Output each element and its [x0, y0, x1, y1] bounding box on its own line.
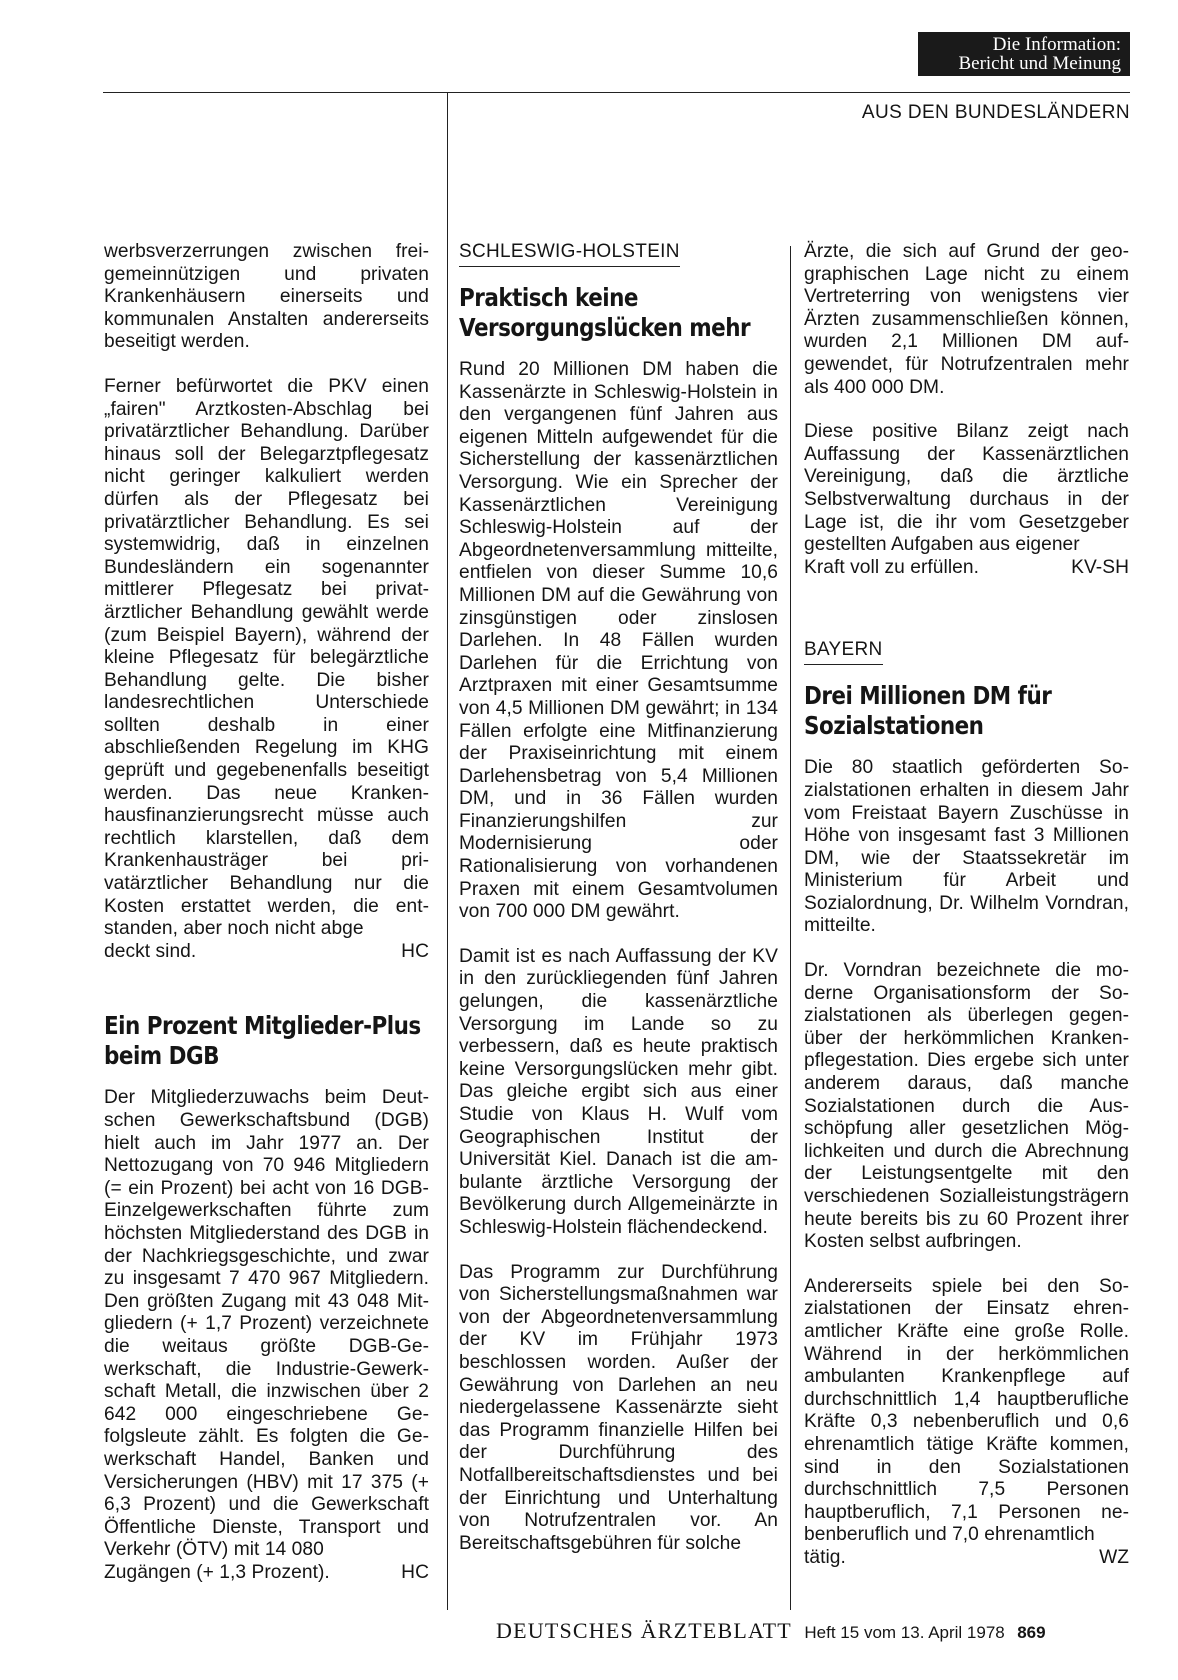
paragraph	[804, 1276, 1129, 1547]
paragraph-end	[104, 1562, 429, 1585]
paragraph-tail: Zugängen (+ 1,3 Prozent).	[104, 1561, 330, 1583]
paragraph: Die 80 staatlich geförderten Sozialstationen erhalten in diesem Jahr vom Freistaat Bayern Zuschüsse in Höhe von insgesamt fast 3 Millionen DM, wie der Staatssekretär im Ministerium für Arbeit und Sozialordnung, Dr. Wilhelm Vorndran, mitteilte.	[804, 757, 1129, 937]
paragraph-body: Ferner befürwortet die PKV einen „fairen" Arztkosten-Abschlag bei privatärztlicher Behandlung. Darüber hinaus soll der Belegarztpflegesatz nicht geringer kalkuliert werden dürfen als der Pflegesatz bei privatärztlicher Behandlung. Es sei systemwidrig, daß in einzelnen Bundesländern ein sogenannter mittlerer Pflegesatz bei privatärztlicher Behandlung gewählt werde (zum Beispiel Bayern), während der kleine Pflegesatz für belegärztliche Behandlung gelte. Die bisher landesrechtlichen Unterschiede sollten deshalb in einer abschließenden Regelung im KHG geprüft und gegebenenfalls beseitigt werden. Das neue Krankenhausfinanzierungsrecht müsse auch rechtlich klarstellen, daß dem Krankenhausträger bei privatärztlicher Behandlung nur die Kosten erstattet werden, die entstanden, aber noch nicht abge	[104, 375, 429, 940]
column-2	[459, 241, 778, 1555]
region-kicker: BAYERN	[804, 639, 883, 665]
paragraph-end	[804, 1547, 1129, 1570]
header-rule	[103, 92, 1130, 93]
paragraph: Ärzte, die sich auf Grund der geographischen Lage nicht zu einem Vertreterring von wenigstens vier Ärzten zusammenschließen können, wurden 2,1 Millionen DM aufgewendet, für Notrufzentralen mehr als 400 000 DM.	[804, 241, 1129, 398]
issue-info: Heft 15 vom 13. April 1978	[804, 1623, 1005, 1642]
paragraph: Dr. Vorndran bezeichnete die moderne Organisationsform der Sozialstationen als überlegen gegenüber der herkömmlichen Krankenpflegestation. Dies ergebe sich unter anderem daraus, daß manche Sozialstationen durch die Ausschöpfung aller gesetzlichen Möglichkeiten und durch die Abrechnung der Leistungsentgelte mit den verschiedenen Sozialleistungsträgern heute bereits bis zu 60 Prozent ihrer Kosten selbst aufbringen.	[804, 960, 1129, 1253]
badge-line-2: Bericht und Meinung	[958, 53, 1121, 74]
paragraph-tail: deckt sind.	[104, 940, 197, 962]
section-label: AUS DEN BUNDESLÄNDERN	[861, 102, 1130, 123]
column-divider-1	[447, 92, 448, 1610]
paragraph	[804, 421, 1129, 557]
paragraph-body: Diese positive Bilanz zeigt nach Auffassung der Kassenärztlichen Vereinigung, daß die ärztliche Selbstverwaltung durchaus in der Lage ist, die ihr vom Gesetzgeber gestellten Aufgaben aus eigener	[804, 421, 1129, 556]
paragraph-body: Der Mitgliederzuwachs beim Deutschen Gewerkschaftsbund (DGB) hielt auch im Jahr 1977 an. Der Nettozugang von 70 946 Mitgliedern (= ein Prozent) bei acht von 16 DGB-Einzelgewerkschaften führte zum höchsten Mitgliederstand des DGB in der Nachkriegsgeschichte, und zwar zu insgesamt 7 470 967 Mitgliedern. Den größten Zugang mit 43 048 Mitgliedern (+ 1,7 Prozent) verzeichnete die weitaus größte DGB-Gewerkschaft, die Industrie-Gewerkschaft Metall, die inzwischen über 2 642 000 eingeschriebene Gefolgsleute zählt. Es folgten die Gewerkschaft Handel, Banken und Versicherungen (HBV) mit 17 375 (+ 6,3 Prozent) und die Gewerkschaft Öffentliche Dienste, Transport und Verkehr (ÖTV) mit 14 080	[104, 1087, 429, 1561]
author-signature: HC	[401, 940, 429, 962]
section-badge	[918, 32, 1130, 76]
column-3	[804, 241, 1129, 1570]
article-headline: Praktisch keine Versorgungslücken mehr	[459, 283, 751, 342]
region-kicker: SCHLESWIG-HOLSTEIN	[459, 241, 680, 267]
paragraph	[104, 1087, 429, 1561]
page-footer	[496, 1618, 1046, 1648]
paragraph: werbsverzerrungen zwischen freigemeinnützigen und privaten Krankenhäusern einerseits und kommunalen Anstalten andererseits beseitigt werden.	[104, 241, 429, 353]
column-divider-2	[790, 246, 791, 1610]
paragraph-body: Andererseits spiele bei den Sozialstationen der Einsatz ehrenamtlicher Kräfte eine große Rolle. Während in der herkömmlichen ambulanten Krankenpflege auf durchschnittlich 1,4 hauptberufliche Kräfte 0,3 nebenberuflich und 0,6 ehrenamtlich tätige Kräfte kommen, sind in den Sozialstationen durchschnittlich 7,5 Personen hauptberuflich, 7,1 Personen nebenberuflich und 7,0 ehrenamtlich	[804, 1275, 1129, 1546]
article-headline: Drei Millionen DM für Sozialstationen	[804, 681, 1052, 741]
paragraph: Rund 20 Millionen DM haben die Kassenärzte in Schleswig-Holstein in den vergangenen fünf Jahren aus eigenen Mitteln aufgewendet für die Sicherstellung der kassenärztlichen Versorgung. Wie ein Sprecher der Kassenärztlichen Vereinigung Schleswig-Holstein auf der Abgeordnetenversammlung mitteilte, entfielen von dieser Summe 10,6 Millionen DM auf die Gewährung von zinsgünstigen oder zinslosen Darlehen. In 48 Fällen wurden Darlehen für die Errichtung von Arztpraxen mit einer Gesamtsumme von 4,5 Millionen DM gewährt; in 134 Fällen erfolgte eine Mitfinanzierung der Praxiseinrichtung mit einem Darlehensbetrag von 5,4 Millionen DM, und in 36 Fällen wurden Finanzierungshilfen zur Modernisierung oder Rationalisierung von vorhandenen Praxen mit einem Gesamtvolumen von 700 000 DM gewährt.	[459, 359, 778, 923]
journal-name: DEUTSCHES ÄRZTEBLATT	[496, 1618, 792, 1643]
paragraph	[104, 376, 429, 941]
paragraph-tail: Kraft voll zu erfüllen.	[804, 556, 979, 578]
column-1	[104, 241, 429, 1584]
author-signature: KV-SH	[1071, 556, 1129, 578]
paragraph-end	[104, 941, 429, 964]
spacer	[804, 579, 1129, 639]
paragraph-tail: tätig.	[804, 1546, 846, 1568]
page-number: 869	[1017, 1623, 1046, 1642]
badge-line-1: Die Information:	[992, 34, 1121, 55]
spacer	[104, 963, 429, 1011]
paragraph-end	[804, 557, 1129, 580]
author-signature: WZ	[1099, 1546, 1129, 1568]
paragraph: Damit ist es nach Auffassung der KV in den zurückliegenden fünf Jahren gelungen, die kassenärztliche Versorgung im Lande so zu verbessern, daß es heute praktisch keine Versorgungslücken mehr gibt. Das gleiche ergibt sich aus einer Studie von Klaus H. Wulf vom Geographischen Institut der Universität Kiel. Danach ist die ambulante ärztliche Versorgung der Bevölkerung durch Allgemeinärzte in Schleswig-Holstein flächendeckend.	[459, 945, 778, 1238]
paragraph: Das Programm zur Durchführung von Sicherstellungsmaßnahmen war von der Abgeordnetenversammlung der KV im Frühjahr 1973 beschlossen worden. Außer der Gewährung von Darlehen an neu niedergelassene Kassenärzte sieht das Programm finanzielle Hilfen bei der Durchführung des Notfallbereitschaftsdienstes und bei der Einrichtung und Unterhaltung von Notrufzentralen vor. An Bereitschaftsgebühren für solche	[459, 1261, 778, 1554]
author-signature: HC	[401, 1561, 429, 1583]
article-headline: Ein Prozent Mitglieder-Plus beim DGB	[104, 1011, 421, 1071]
